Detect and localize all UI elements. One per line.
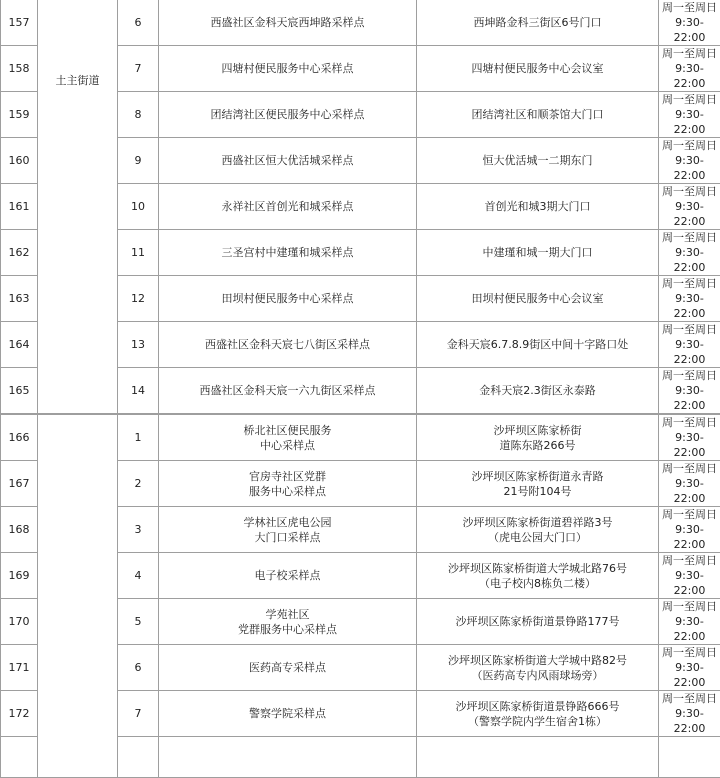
site-address: 金科天宸2.3街区永泰路 <box>417 368 659 415</box>
site-name: 医药高专采样点 <box>159 645 417 691</box>
row-index <box>1 737 38 778</box>
site-name: 永祥社区首创光和城采样点 <box>159 184 417 230</box>
site-address: 沙坪坝区陈家桥街道永青路 21号附104号 <box>417 461 659 507</box>
site-name: 西盛社区金科天宸一六九街区采样点 <box>159 368 417 415</box>
row-index: 158 <box>1 46 38 92</box>
row-index: 166 <box>1 414 38 461</box>
opening-hours: 周一至周日 9:30-22:00 <box>659 138 720 184</box>
site-address: 团结湾社区和顺茶馆大门口 <box>417 92 659 138</box>
opening-hours: 周一至周日 9:30-22:00 <box>659 276 720 322</box>
site-address: 沙坪坝区陈家桥街道景铮路177号 <box>417 599 659 645</box>
site-name: 西盛社区恒大优活城采样点 <box>159 138 417 184</box>
opening-hours: 周一至周日 9:30-22:00 <box>659 92 720 138</box>
site-address: 首创光和城3期大门口 <box>417 184 659 230</box>
row-index: 168 <box>1 507 38 553</box>
site-name: 三圣宫村中建瑾和城采样点 <box>159 230 417 276</box>
opening-hours: 周一至周日 9:30-22:00 <box>659 230 720 276</box>
site-number: 6 <box>118 0 159 46</box>
opening-hours: 周一至周日 9:30-22:00 <box>659 46 720 92</box>
site-name: 学苑社区 党群服务中心采样点 <box>159 599 417 645</box>
street-name <box>38 414 118 777</box>
site-number: 4 <box>118 553 159 599</box>
site-name: 警察学院采样点 <box>159 691 417 737</box>
row-index: 171 <box>1 645 38 691</box>
opening-hours: 周一至周日 9:30-22:00 <box>659 645 720 691</box>
site-name: 学林社区虎电公园 大门口采样点 <box>159 507 417 553</box>
opening-hours: 周一至周日 9:30-22:00 <box>659 0 720 46</box>
row-index: 169 <box>1 553 38 599</box>
site-name: 团结湾社区便民服务中心采样点 <box>159 92 417 138</box>
opening-hours: 周一至周日 9:30-22:00 <box>659 461 720 507</box>
site-address: 中建瑾和城一期大门口 <box>417 230 659 276</box>
site-number: 14 <box>118 368 159 415</box>
site-number: 10 <box>118 184 159 230</box>
site-number: 7 <box>118 46 159 92</box>
site-address: 沙坪坝区陈家桥街道碧祥路3号 （虎电公园大门口） <box>417 507 659 553</box>
row-index: 161 <box>1 184 38 230</box>
table-row <box>1 414 720 461</box>
site-name: 西盛社区金科天宸七八街区采样点 <box>159 322 417 368</box>
opening-hours: 周一至周日 9:30-22:00 <box>659 599 720 645</box>
site-address <box>417 737 659 778</box>
site-address: 西坤路金科三街区6号门口 <box>417 0 659 46</box>
site-address: 沙坪坝区陈家桥街道景铮路666号 （警察学院内学生宿舍1栋） <box>417 691 659 737</box>
site-number: 11 <box>118 230 159 276</box>
site-address: 沙坪坝区陈家桥街道大学城北路76号 （电子校内8栋负二楼） <box>417 553 659 599</box>
site-address: 四塘村便民服务中心会议室 <box>417 46 659 92</box>
row-index: 157 <box>1 0 38 46</box>
opening-hours: 周一至周日 9:30-22:00 <box>659 414 720 461</box>
site-name: 电子校采样点 <box>159 553 417 599</box>
opening-hours: 周一至周日 9:30-22:00 <box>659 184 720 230</box>
row-index: 167 <box>1 461 38 507</box>
site-number: 6 <box>118 645 159 691</box>
site-address: 田坝村便民服务中心会议室 <box>417 276 659 322</box>
row-index: 163 <box>1 276 38 322</box>
row-index: 162 <box>1 230 38 276</box>
site-address: 沙坪坝区陈家桥街道大学城中路82号 （医药高专内风雨球场旁） <box>417 645 659 691</box>
table-row <box>1 0 720 46</box>
street-name: 土主街道 <box>38 0 118 414</box>
site-name: 田坝村便民服务中心采样点 <box>159 276 417 322</box>
opening-hours: 周一至周日 9:30-22:00 <box>659 507 720 553</box>
opening-hours: 周一至周日 9:30-22:00 <box>659 691 720 737</box>
row-index: 160 <box>1 138 38 184</box>
site-name <box>159 737 417 778</box>
site-number <box>118 737 159 778</box>
row-index: 170 <box>1 599 38 645</box>
site-address: 沙坪坝区陈家桥街 道陈东路266号 <box>417 414 659 461</box>
site-number: 8 <box>118 92 159 138</box>
site-number: 1 <box>118 414 159 461</box>
site-number: 12 <box>118 276 159 322</box>
site-address: 恒大优活城一二期东门 <box>417 138 659 184</box>
site-number: 3 <box>118 507 159 553</box>
site-name: 四塘村便民服务中心采样点 <box>159 46 417 92</box>
opening-hours <box>659 737 720 778</box>
site-number: 9 <box>118 138 159 184</box>
opening-hours: 周一至周日 9:30-22:00 <box>659 322 720 368</box>
row-index: 165 <box>1 368 38 415</box>
site-number: 7 <box>118 691 159 737</box>
site-name: 西盛社区金科天宸西坤路采样点 <box>159 0 417 46</box>
row-index: 172 <box>1 691 38 737</box>
site-name: 官房寺社区党群 服务中心采样点 <box>159 461 417 507</box>
opening-hours: 周一至周日 9:30-22:00 <box>659 553 720 599</box>
site-number: 5 <box>118 599 159 645</box>
site-address: 金科天宸6.7.8.9街区中间十字路口处 <box>417 322 659 368</box>
row-index: 159 <box>1 92 38 138</box>
site-number: 2 <box>118 461 159 507</box>
site-name: 桥北社区便民服务 中心采样点 <box>159 414 417 461</box>
site-number: 13 <box>118 322 159 368</box>
opening-hours: 周一至周日 9:30-22:00 <box>659 368 720 415</box>
table-body <box>1 0 720 777</box>
row-index: 164 <box>1 322 38 368</box>
